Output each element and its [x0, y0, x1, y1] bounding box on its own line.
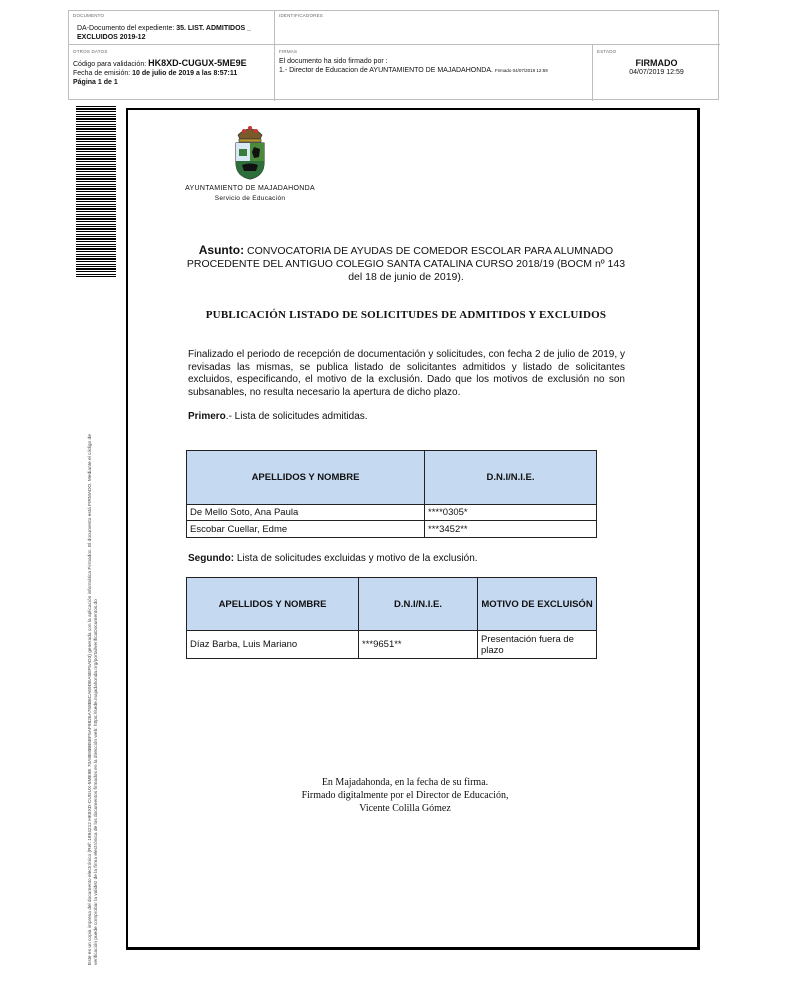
codigo-value: HK8XD-CUGUX-5ME9E	[148, 58, 247, 68]
segundo-text: Lista de solicitudes excluidas y motivo de la exclusión.	[234, 553, 478, 564]
signature-name: Vicente Colilla Gómez	[359, 803, 451, 814]
coat-of-arms-icon	[230, 121, 270, 181]
documento-name: 35. LIST. ADMITIDOS _ EXCLUIDOS 2019-12	[77, 25, 252, 41]
primero-text: .- Lista de solicitudes admitidas.	[225, 411, 368, 422]
estado-fecha: 04/07/2019 12:59	[629, 69, 684, 76]
excluidos-header-dni: D.N.I/N.I.E.	[359, 578, 478, 631]
codigo-label: Código para validación:	[73, 61, 149, 68]
intro-paragraph: Finalizado el periodo de recepción de documentación y solicitudes, con fecha 2 de julio de 2019, y revisadas las mismas, se publica listado de solicitantes admitidos y listado de solicitantes excluidos, especificando, el motivo de la exclusión. Dado que los motivos de exclusión no son subsanables, no resulta necesario la apertura de dicho plazo.	[188, 349, 625, 398]
table-row	[187, 521, 597, 538]
documento-cell	[69, 11, 275, 45]
excluido-dni: ***9651**	[359, 631, 478, 659]
firmas-cell	[275, 45, 593, 101]
asunto-label: Asunto:	[198, 243, 245, 257]
admitidos-header-dni: D.N.I/N.I.E.	[425, 451, 597, 505]
excluido-motivo: Presentación fuera de plazo	[478, 631, 597, 659]
side-verification-text	[88, 305, 100, 965]
signature-block	[250, 776, 560, 815]
letterhead-name: AYUNTAMIENTO DE MAJADAHONDA	[185, 185, 315, 192]
admitido-dni: ****0305*	[425, 505, 597, 521]
identificadores-cell	[275, 11, 720, 45]
excluidos-header-motivo: MOTIVO DE EXCLUISÓN	[478, 578, 597, 631]
letterhead-service: Servicio de Educación	[214, 195, 286, 202]
asunto-text: CONVOCATORIA DE AYUDAS DE COMEDOR ESCOLAR PARA ALUMNADO PROCEDENTE DEL ANTIGUO COLEGIO SANTA CATALINA CURSO 2018/19 (BOCM nº 143 del 18 de junio de 2019).	[186, 245, 626, 283]
identificadores-caption: IDENTIFICADORES	[279, 13, 324, 18]
segundo-label	[188, 553, 478, 564]
pagina: Página 1 de 1	[73, 79, 118, 86]
documento-caption: DOCUMENTO	[73, 13, 105, 18]
table-row	[187, 631, 597, 659]
documento-text: DA-Documento del expediente:	[77, 25, 177, 32]
signature-line-1: En Majadahonda, en la fecha de su firma.	[321, 777, 489, 788]
admitido-dni: ***3452**	[425, 521, 597, 538]
firmas-caption: FIRMAS	[279, 49, 298, 54]
admitidos-table	[186, 450, 597, 538]
estado-cell	[593, 45, 720, 101]
admitido-name: De Mello Soto, Ana Paula	[187, 505, 425, 521]
admitidos-header-name: APELLIDOS Y NOMBRE	[187, 451, 425, 505]
signature-line-2: Firmado digitalmente por el Director de Educación,	[301, 790, 509, 801]
document-header	[68, 10, 719, 100]
firmante: 1.- Director de Educacion de AYUNTAMIENTO DE MAJADAHONDA.	[279, 67, 493, 74]
otros-caption: OTROS DATOS	[73, 49, 108, 54]
letterhead	[160, 184, 340, 204]
estado-value: FIRMADO	[635, 58, 678, 68]
firmante-fecha: Firmado 04/07/2019 12:59	[494, 68, 548, 73]
page-title: PUBLICACIÓN LISTADO DE SOLICITUDES DE ADMITIDOS Y EXCLUIDOS	[205, 309, 607, 321]
side-line-1: Este es un copia impresa del documento electrónico (Ref: 1894212 HK8XD-CUGUX-5ME9E 70A8E8BB5EF5AF9826A758B6CA69DEA5EF5AD3) generada con la aplicación informática Firmadoc. El documento está FIRMADO. Mediante el código de	[88, 434, 93, 965]
excluido-name: Díaz Barba, Luis Mariano	[187, 631, 359, 659]
side-line-2: verificación puede comprobar la validez de la firma electrónica de los documentos firmados en la dirección web: https://sede.majadahonda.org/portal/verificaDocumentos.do	[94, 599, 99, 965]
otros-datos-cell	[69, 45, 275, 101]
excluidos-header-name: APELLIDOS Y NOMBRE	[187, 578, 359, 631]
estado-caption: ESTADO	[597, 49, 617, 54]
firmado-por: El documento ha sido firmado por :	[279, 58, 388, 65]
asunto	[186, 244, 626, 284]
admitido-name: Escobar Cuellar, Edme	[187, 521, 425, 538]
excluidos-table	[186, 577, 597, 659]
segundo-bold: Segundo:	[188, 553, 235, 564]
fecha-label: Fecha de emisión:	[73, 70, 133, 77]
primero-bold: Primero	[188, 411, 226, 422]
table-row	[187, 505, 597, 521]
primero-label	[188, 411, 368, 422]
fecha-value: 10 de julio de 2019 a las 8:57:11	[132, 70, 238, 77]
barcode	[76, 106, 116, 278]
